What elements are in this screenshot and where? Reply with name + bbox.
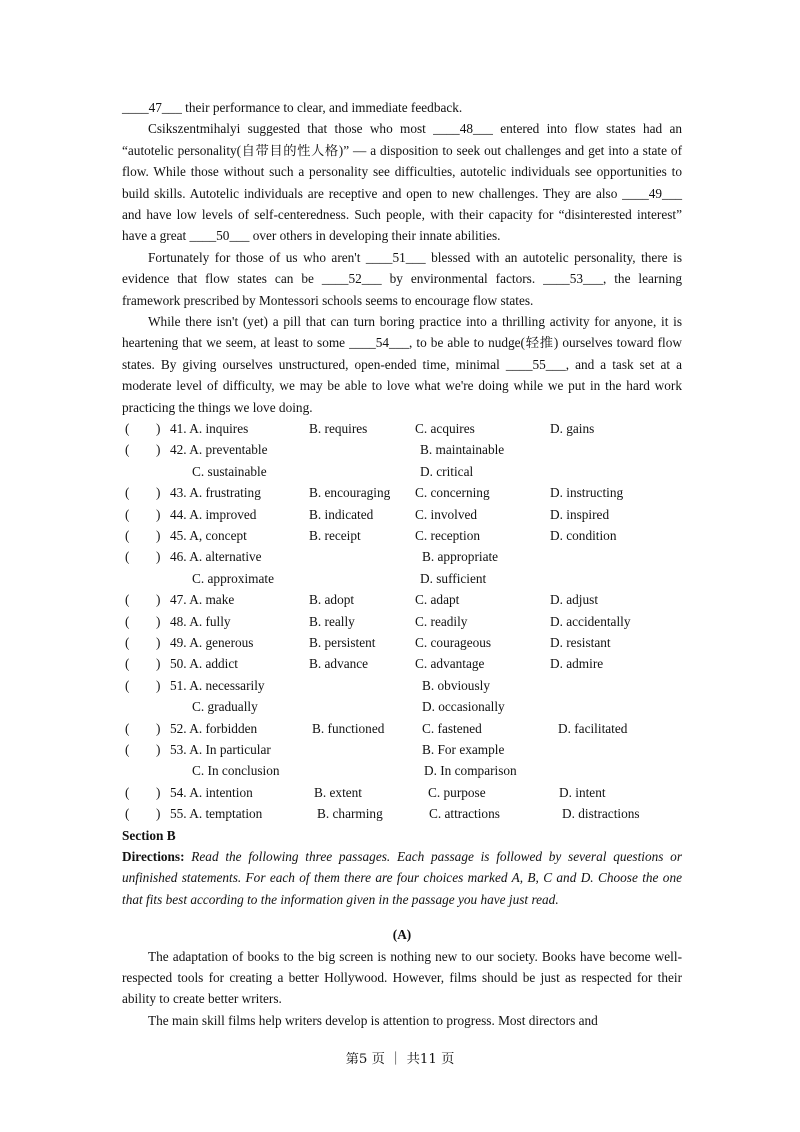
option-d: D. sufficient <box>420 570 487 586</box>
option-d: D. adjust <box>550 592 599 608</box>
option-d: D. condition <box>550 528 617 544</box>
option-a: 47. A. make <box>170 592 235 608</box>
option-b: B. extent <box>314 784 363 800</box>
option-a: 41. A. inquires <box>170 421 249 437</box>
option-a: 53. A. In particular <box>170 741 271 757</box>
option-c: C. approximate <box>192 570 274 586</box>
option-c: C. attractions <box>429 806 500 822</box>
question-53 <box>122 739 682 760</box>
option-d: D. distractions <box>562 806 640 822</box>
option-a: 52. A. forbidden <box>170 720 258 736</box>
question-42 <box>122 439 682 460</box>
option-a: 54. A. intention <box>170 784 253 800</box>
option-b: B. advance <box>309 656 369 672</box>
question-50 <box>122 653 682 674</box>
answer-blank[interactable]: ( ) <box>125 784 161 800</box>
page-footer: 第5 页 ｜ 共11 页 <box>345 1052 455 1067</box>
passage-a-paragraph-2: The main skill films help writers develop is attention to progress. Most directors and <box>148 1012 598 1028</box>
option-d: D. In comparison <box>424 763 517 779</box>
option-c: C. concerning <box>415 485 490 501</box>
option-b: B. receipt <box>309 528 361 544</box>
option-d: D. admire <box>550 656 604 672</box>
answer-blank[interactable]: ( ) <box>125 741 161 757</box>
question-47 <box>122 589 682 610</box>
question-46 <box>122 546 682 567</box>
option-c: C. courageous <box>415 635 492 650</box>
answer-blank[interactable]: ( ) <box>125 806 161 822</box>
question-48 <box>122 611 682 632</box>
option-c: C. involved <box>415 506 478 522</box>
answer-blank[interactable]: ( ) <box>125 677 161 693</box>
section-b-title: Section B <box>122 827 176 843</box>
option-a: 48. A. fully <box>170 613 231 629</box>
question-49 <box>122 632 682 653</box>
question-44 <box>122 504 682 525</box>
option-d: D. intent <box>559 784 606 800</box>
question-51-line-2 <box>122 696 682 717</box>
passage-a-heading: (A) <box>392 927 412 943</box>
answer-blank[interactable]: ( ) <box>125 506 161 522</box>
option-b: B. maintainable <box>420 442 505 458</box>
answer-blank[interactable]: ( ) <box>125 720 161 736</box>
answer-blank[interactable]: ( ) <box>125 442 161 458</box>
answer-blank[interactable]: ( ) <box>125 656 161 672</box>
option-b: B. charming <box>317 806 383 822</box>
option-a: 42. A. preventable <box>170 442 268 458</box>
option-d: D. instructing <box>550 485 624 501</box>
question-52 <box>122 718 682 739</box>
directions-label: Directions: <box>122 848 185 864</box>
question-43 <box>122 482 682 503</box>
question-46-line-2 <box>122 568 682 589</box>
option-a: 43. A. frustrating <box>170 485 261 501</box>
option-c: C. In conclusion <box>192 763 280 779</box>
option-d: D. accidentally <box>550 613 631 629</box>
option-d: D. resistant <box>550 635 611 650</box>
question-53-line-2 <box>122 760 682 781</box>
answer-blank[interactable]: ( ) <box>125 528 161 544</box>
option-b: B. appropriate <box>422 549 499 565</box>
option-a: 45. A, concept <box>170 528 247 544</box>
option-a: 55. A. temptation <box>170 806 263 822</box>
option-a: 51. A. necessarily <box>170 677 265 693</box>
answer-blank[interactable]: ( ) <box>125 613 161 629</box>
option-d: D. facilitated <box>558 720 628 736</box>
option-a: 49. A. generous <box>170 635 254 650</box>
option-a: 46. A. alternative <box>170 549 262 565</box>
passage-paragraph-1: Csikszentmihalyi suggested that those who most ____48___ entered into flow states had an “autotelic personality(自带目的性人格)” — a disposition to seek out challenges and get into a state of flow. While those without such a personality see difficulties, autotelic individuals see opportunities to build skills. Autotelic individuals are receptive and open to new challenges. They are also ____49___ and have low levels of self-centeredness. Such people, with their capacity for “disinterested interest” have a great ____50___ over others in developing their innate abilities. <box>122 121 682 244</box>
question-list <box>122 418 682 824</box>
option-d: D. occasionally <box>422 699 505 715</box>
option-c: C. readily <box>415 613 468 629</box>
option-c: C. reception <box>415 528 480 544</box>
option-b: B. really <box>309 613 355 629</box>
passage-line-47: ____47___ their performance to clear, and immediate feedback. <box>122 100 463 115</box>
option-c: C. acquires <box>415 421 475 437</box>
answer-blank[interactable]: ( ) <box>125 592 161 608</box>
answer-blank[interactable]: ( ) <box>125 635 161 650</box>
option-b: B. requires <box>309 421 368 437</box>
option-b: B. indicated <box>309 506 374 522</box>
option-c: C. advantage <box>415 656 485 672</box>
option-c: C. adapt <box>415 592 460 608</box>
question-54 <box>122 782 682 803</box>
option-d: D. gains <box>550 421 595 437</box>
option-a: 50. A. addict <box>170 656 238 672</box>
directions-text: Read the following three passages. Each passage is followed by several questions or unfinished statements. For each of them there are four choices marked A, B, C and D. Choose the one that fits best according to the information given in the passage you have just read. <box>122 848 682 907</box>
option-b: B. obviously <box>422 677 490 693</box>
question-42-line-2 <box>122 461 682 482</box>
option-c: C. fastened <box>422 720 482 736</box>
question-41 <box>122 418 682 439</box>
passage-paragraph-2: Fortunately for those of us who aren't ____51___ blessed with an autotelic personality, there is evidence that flow states can be ____52___ by environmental factors. ____53___, the learning framework prescribed by Montessori schools seems to encourage flow states. <box>122 249 682 308</box>
option-b: B. adopt <box>309 592 355 608</box>
passage-a-paragraph-1: The adaptation of books to the big screen is nothing new to our society. Books have become well-respected tools for creating a better Hollywood. However, films should be just as respected for their ability to create better writers. <box>122 948 682 1007</box>
answer-blank[interactable]: ( ) <box>125 421 161 437</box>
option-c: C. purpose <box>428 784 486 800</box>
answer-blank[interactable]: ( ) <box>125 549 161 565</box>
question-45 <box>122 525 682 546</box>
option-a: 44. A. improved <box>170 506 257 522</box>
document-page <box>122 97 682 1031</box>
option-b: B. For example <box>422 741 505 757</box>
option-c: C. gradually <box>192 699 258 715</box>
option-c: C. sustainable <box>192 463 267 479</box>
option-d: D. critical <box>420 463 474 479</box>
question-51 <box>122 675 682 696</box>
passage-paragraph-3: While there isn't (yet) a pill that can turn boring practice into a thrilling activity for anyone, it is heartening that we seem, at least to some ____54___, to be able to nudge(轻推) ourselves toward flow states. By giving ourselves unstructured, open-ended time, minimal ____55___, and a task set at a moderate level of difficulty, we may be able to love what we're doing while we put in the hard work practicing the things we love doing. <box>122 314 682 415</box>
question-55 <box>122 803 682 824</box>
option-b: B. encouraging <box>309 485 391 501</box>
option-b: B. persistent <box>309 635 376 650</box>
option-b: B. functioned <box>312 720 385 736</box>
answer-blank[interactable]: ( ) <box>125 485 161 501</box>
section-b-directions <box>122 846 682 910</box>
option-d: D. inspired <box>550 506 610 522</box>
